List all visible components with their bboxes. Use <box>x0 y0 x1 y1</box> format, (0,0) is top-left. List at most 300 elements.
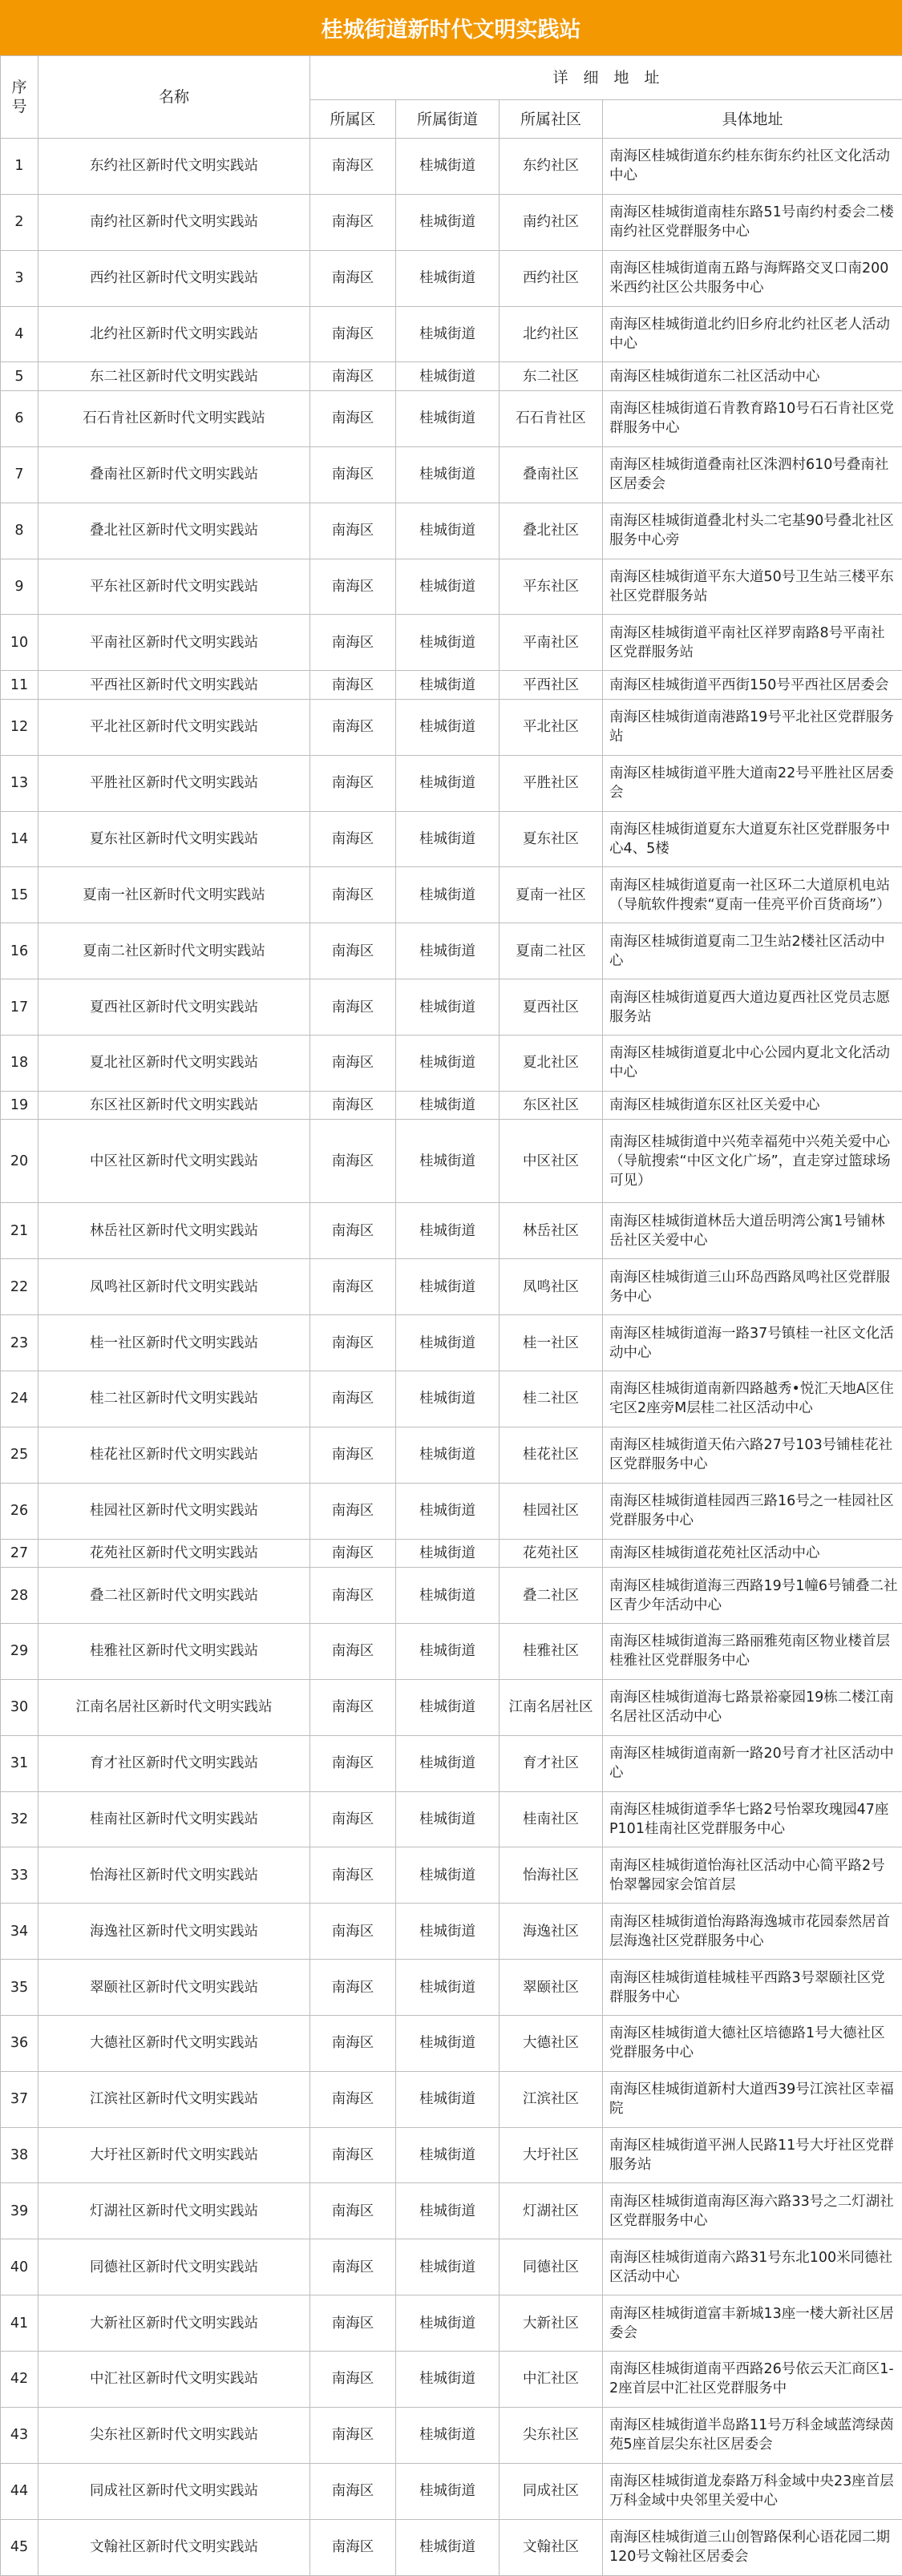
row-number: 3 <box>1 250 38 306</box>
table-row <box>1 1735 902 1791</box>
station-name: 大圩社区新时代文明实践站 <box>38 2127 310 2183</box>
address-cell: 南海区桂城街道叠北村头二宅基90号叠北社区服务中心旁 <box>603 503 902 559</box>
table-row <box>1 2239 902 2295</box>
street-cell: 桂城街道 <box>396 1847 500 1904</box>
district-cell: 南海区 <box>310 1568 396 1624</box>
street-cell: 桂城街道 <box>396 1679 500 1735</box>
station-name: 怡海社区新时代文明实践站 <box>38 1847 310 1904</box>
district-cell: 南海区 <box>310 1735 396 1791</box>
community-cell: 夏北社区 <box>500 1035 603 1091</box>
station-name: 同德社区新时代文明实践站 <box>38 2239 310 2295</box>
district-cell: 南海区 <box>310 306 396 362</box>
table-row <box>1 2183 902 2239</box>
table-row <box>1 1091 902 1120</box>
district-cell: 南海区 <box>310 2407 396 2463</box>
table-row <box>1 2015 902 2071</box>
street-cell: 桂城街道 <box>396 671 500 700</box>
community-cell: 花苑社区 <box>500 1539 603 1568</box>
station-name: 桂二社区新时代文明实践站 <box>38 1371 310 1427</box>
address-cell: 南海区桂城街道夏西大道边夏西社区党员志愿服务站 <box>603 979 902 1036</box>
header-street: 所属街道 <box>396 100 500 139</box>
table-row <box>1 306 902 362</box>
community-cell: 桂花社区 <box>500 1427 603 1483</box>
street-cell: 桂城街道 <box>396 1960 500 2016</box>
community-cell: 东约社区 <box>500 139 603 195</box>
table-row <box>1 2127 902 2183</box>
community-cell: 海逸社区 <box>500 1904 603 1960</box>
table-row <box>1 250 902 306</box>
street-cell: 桂城街道 <box>396 755 500 811</box>
address-cell: 南海区桂城街道平洲人民路11号大圩社区党群服务站 <box>603 2127 902 2183</box>
street-cell: 桂城街道 <box>396 2295 500 2352</box>
community-cell: 南约社区 <box>500 194 603 250</box>
address-cell: 南海区桂城街道叠南社区洙泗村610号叠南社区居委会 <box>603 446 902 503</box>
row-number: 34 <box>1 1904 38 1960</box>
community-cell: 文翰社区 <box>500 2519 603 2575</box>
address-cell: 南海区桂城街道北约旧乡府北约社区老人活动中心 <box>603 306 902 362</box>
station-name: 夏西社区新时代文明实践站 <box>38 979 310 1036</box>
header-no: 序号 <box>1 56 38 139</box>
district-cell: 南海区 <box>310 2463 396 2519</box>
address-cell: 南海区桂城街道南平西路26号依云天汇商区1-2座首层中汇社区党群服务中 <box>603 2352 902 2408</box>
district-cell: 南海区 <box>310 139 396 195</box>
street-cell: 桂城街道 <box>396 503 500 559</box>
street-cell: 桂城街道 <box>396 1904 500 1960</box>
row-number: 5 <box>1 362 38 391</box>
street-cell: 桂城街道 <box>396 194 500 250</box>
row-number: 37 <box>1 2071 38 2127</box>
station-name: 东区社区新时代文明实践站 <box>38 1091 310 1120</box>
row-number: 39 <box>1 2183 38 2239</box>
row-number: 14 <box>1 811 38 867</box>
row-number: 33 <box>1 1847 38 1904</box>
station-name: 林岳社区新时代文明实践站 <box>38 1203 310 1259</box>
street-cell: 桂城街道 <box>396 2519 500 2575</box>
row-number: 9 <box>1 559 38 615</box>
table-row <box>1 391 902 447</box>
table-row <box>1 923 902 979</box>
table-row <box>1 446 902 503</box>
address-cell: 南海区桂城街道石肯教育路10号石石肯社区党群服务中心 <box>603 391 902 447</box>
address-cell: 南海区桂城街道龙泰路万科金域中央23座首层万科金域中央邻里关爱中心 <box>603 2463 902 2519</box>
table-row <box>1 1203 902 1259</box>
row-number: 31 <box>1 1735 38 1791</box>
street-cell: 桂城街道 <box>396 1259 500 1315</box>
table-row <box>1 1035 902 1091</box>
community-cell: 东区社区 <box>500 1091 603 1120</box>
row-number: 11 <box>1 671 38 700</box>
row-number: 20 <box>1 1120 38 1203</box>
community-cell: 叠南社区 <box>500 446 603 503</box>
station-name: 夏南一社区新时代文明实践站 <box>38 867 310 923</box>
table-row <box>1 699 902 755</box>
district-cell: 南海区 <box>310 2239 396 2295</box>
table-row <box>1 194 902 250</box>
street-cell: 桂城街道 <box>396 2352 500 2408</box>
address-cell: 南海区桂城街道季华七路2号怡翠玫瑰园47座P101桂南社区党群服务中心 <box>603 1791 902 1847</box>
address-cell: 南海区桂城街道夏东大道夏东社区党群服务中心4、5楼 <box>603 811 902 867</box>
community-cell: 江南名居社区 <box>500 1679 603 1735</box>
station-name: 江南名居社区新时代文明实践站 <box>38 1679 310 1735</box>
district-cell: 南海区 <box>310 503 396 559</box>
table-row <box>1 1483 902 1539</box>
row-number: 23 <box>1 1315 38 1371</box>
row-number: 15 <box>1 867 38 923</box>
community-cell: 西约社区 <box>500 250 603 306</box>
address-cell: 南海区桂城街道海三路丽雅苑南区物业楼首层桂雅社区党群服务中心 <box>603 1624 902 1680</box>
row-number: 25 <box>1 1427 38 1483</box>
community-cell: 育才社区 <box>500 1735 603 1791</box>
street-cell: 桂城街道 <box>396 1735 500 1791</box>
table-row <box>1 362 902 391</box>
community-cell: 北约社区 <box>500 306 603 362</box>
address-cell: 南海区桂城街道林岳大道岳明湾公寓1号铺林岳社区关爱中心 <box>603 1203 902 1259</box>
community-cell: 中区社区 <box>500 1120 603 1203</box>
district-cell: 南海区 <box>310 559 396 615</box>
street-cell: 桂城街道 <box>396 923 500 979</box>
address-cell: 南海区桂城街道夏南一社区环二大道原机电站（导航软件搜索“夏南一佳亮平价百货商场”） <box>603 867 902 923</box>
community-cell: 桂一社区 <box>500 1315 603 1371</box>
community-cell: 平南社区 <box>500 615 603 671</box>
address-cell: 南海区桂城街道天佑六路27号103号铺桂花社区党群服务中心 <box>603 1427 902 1483</box>
row-number: 36 <box>1 2015 38 2071</box>
address-cell: 南海区桂城街道桂园西三路16号之一桂园社区党群服务中心 <box>603 1483 902 1539</box>
address-cell: 南海区桂城街道海三西路19号1幢6号铺叠二社区青少年活动中心 <box>603 1568 902 1624</box>
row-number: 28 <box>1 1568 38 1624</box>
table-row <box>1 1427 902 1483</box>
row-number: 2 <box>1 194 38 250</box>
community-cell: 平北社区 <box>500 699 603 755</box>
district-cell: 南海区 <box>310 755 396 811</box>
header-row-top <box>1 56 902 100</box>
street-cell: 桂城街道 <box>396 1120 500 1203</box>
community-cell: 同成社区 <box>500 2463 603 2519</box>
address-cell: 南海区桂城街道三山创智路保利心语花园二期120号文翰社区居委会 <box>603 2519 902 2575</box>
street-cell: 桂城街道 <box>396 2183 500 2239</box>
address-cell: 南海区桂城街道东约桂东街东约社区文化活动中心 <box>603 139 902 195</box>
row-number: 41 <box>1 2295 38 2352</box>
station-name: 东二社区新时代文明实践站 <box>38 362 310 391</box>
district-cell: 南海区 <box>310 1091 396 1120</box>
station-name: 夏北社区新时代文明实践站 <box>38 1035 310 1091</box>
table-row <box>1 1259 902 1315</box>
district-cell: 南海区 <box>310 1371 396 1427</box>
station-name: 平胜社区新时代文明实践站 <box>38 755 310 811</box>
station-name: 东约社区新时代文明实践站 <box>38 139 310 195</box>
table-row <box>1 1371 902 1427</box>
row-number: 16 <box>1 923 38 979</box>
header-name: 名称 <box>38 56 310 139</box>
street-cell: 桂城街道 <box>396 1371 500 1427</box>
station-name: 叠二社区新时代文明实践站 <box>38 1568 310 1624</box>
district-cell: 南海区 <box>310 671 396 700</box>
community-cell: 大圩社区 <box>500 2127 603 2183</box>
community-cell: 桂二社区 <box>500 1371 603 1427</box>
community-cell: 中汇社区 <box>500 2352 603 2408</box>
address-cell: 南海区桂城街道富丰新城13座一楼大新社区居委会 <box>603 2295 902 2352</box>
row-number: 1 <box>1 139 38 195</box>
community-cell: 夏南一社区 <box>500 867 603 923</box>
district-cell: 南海区 <box>310 1259 396 1315</box>
station-name: 翠颐社区新时代文明实践站 <box>38 1960 310 2016</box>
district-cell: 南海区 <box>310 699 396 755</box>
street-cell: 桂城街道 <box>396 2407 500 2463</box>
table-row <box>1 2071 902 2127</box>
street-cell: 桂城街道 <box>396 1539 500 1568</box>
district-cell: 南海区 <box>310 615 396 671</box>
address-cell: 南海区桂城街道三山环岛西路凤鸣社区党群服务中心 <box>603 1259 902 1315</box>
address-cell: 南海区桂城街道中兴苑幸福苑中兴苑关爱中心（导航搜索“中区文化广场”，直走穿过篮球场可见） <box>603 1120 902 1203</box>
row-number: 26 <box>1 1483 38 1539</box>
table-body <box>1 139 902 2576</box>
header-detail-address: 详 细 地 址 <box>310 56 902 100</box>
row-number: 27 <box>1 1539 38 1568</box>
table-row <box>1 1904 902 1960</box>
station-name: 灯湖社区新时代文明实践站 <box>38 2183 310 2239</box>
station-name: 凤鸣社区新时代文明实践站 <box>38 1259 310 1315</box>
table-row <box>1 1679 902 1735</box>
street-cell: 桂城街道 <box>396 1624 500 1680</box>
station-name: 夏南二社区新时代文明实践站 <box>38 923 310 979</box>
station-name: 江滨社区新时代文明实践站 <box>38 2071 310 2127</box>
community-cell: 尖东社区 <box>500 2407 603 2463</box>
station-name: 大德社区新时代文明实践站 <box>38 2015 310 2071</box>
district-cell: 南海区 <box>310 1120 396 1203</box>
station-name: 石石肯社区新时代文明实践站 <box>38 391 310 447</box>
community-cell: 石石肯社区 <box>500 391 603 447</box>
district-cell: 南海区 <box>310 1539 396 1568</box>
station-name: 平北社区新时代文明实践站 <box>38 699 310 755</box>
station-name: 西约社区新时代文明实践站 <box>38 250 310 306</box>
row-number: 45 <box>1 2519 38 2575</box>
community-cell: 夏西社区 <box>500 979 603 1036</box>
district-cell: 南海区 <box>310 1791 396 1847</box>
community-cell: 平胜社区 <box>500 755 603 811</box>
district-cell: 南海区 <box>310 362 396 391</box>
district-cell: 南海区 <box>310 1203 396 1259</box>
community-cell: 平东社区 <box>500 559 603 615</box>
community-cell: 叠北社区 <box>500 503 603 559</box>
community-cell: 夏南二社区 <box>500 923 603 979</box>
district-cell: 南海区 <box>310 1427 396 1483</box>
table-row <box>1 2407 902 2463</box>
page-title: 桂城街道新时代文明实践站 <box>0 0 902 55</box>
address-cell: 南海区桂城街道南海区海六路33号之二灯湖社区党群服务中心 <box>603 2183 902 2239</box>
street-cell: 桂城街道 <box>396 1035 500 1091</box>
community-cell: 灯湖社区 <box>500 2183 603 2239</box>
district-cell: 南海区 <box>310 1483 396 1539</box>
station-name: 桂一社区新时代文明实践站 <box>38 1315 310 1371</box>
header-community: 所属社区 <box>500 100 603 139</box>
table-row <box>1 979 902 1036</box>
table-row <box>1 1568 902 1624</box>
row-number: 32 <box>1 1791 38 1847</box>
street-cell: 桂城街道 <box>396 446 500 503</box>
row-number: 44 <box>1 2463 38 2519</box>
district-cell: 南海区 <box>310 1904 396 1960</box>
table-row <box>1 2519 902 2575</box>
community-cell: 翠颐社区 <box>500 1960 603 2016</box>
row-number: 19 <box>1 1091 38 1120</box>
row-number: 7 <box>1 446 38 503</box>
table-row <box>1 2463 902 2519</box>
station-name: 育才社区新时代文明实践站 <box>38 1735 310 1791</box>
station-name: 夏东社区新时代文明实践站 <box>38 811 310 867</box>
table-row <box>1 559 902 615</box>
address-cell: 南海区桂城街道大德社区培德路1号大德社区党群服务中心 <box>603 2015 902 2071</box>
community-cell: 大新社区 <box>500 2295 603 2352</box>
community-cell: 桂园社区 <box>500 1483 603 1539</box>
district-cell: 南海区 <box>310 1624 396 1680</box>
address-cell: 南海区桂城街道平胜大道南22号平胜社区居委会 <box>603 755 902 811</box>
street-cell: 桂城街道 <box>396 1091 500 1120</box>
district-cell: 南海区 <box>310 2127 396 2183</box>
station-name: 平南社区新时代文明实践站 <box>38 615 310 671</box>
district-cell: 南海区 <box>310 2519 396 2575</box>
district-cell: 南海区 <box>310 979 396 1036</box>
address-cell: 南海区桂城街道南五路与海辉路交叉口南200米西约社区公共服务中心 <box>603 250 902 306</box>
street-cell: 桂城街道 <box>396 1427 500 1483</box>
community-cell: 桂南社区 <box>500 1791 603 1847</box>
address-cell: 南海区桂城街道平东大道50号卫生站三楼平东社区党群服务站 <box>603 559 902 615</box>
row-number: 4 <box>1 306 38 362</box>
district-cell: 南海区 <box>310 1035 396 1091</box>
station-name: 文翰社区新时代文明实践站 <box>38 2519 310 2575</box>
community-cell: 平西社区 <box>500 671 603 700</box>
row-number: 8 <box>1 503 38 559</box>
table-row <box>1 503 902 559</box>
district-cell: 南海区 <box>310 250 396 306</box>
station-name: 叠北社区新时代文明实践站 <box>38 503 310 559</box>
street-cell: 桂城街道 <box>396 699 500 755</box>
row-number: 42 <box>1 2352 38 2408</box>
address-cell: 南海区桂城街道桂城桂平西路3号翠颐社区党群服务中心 <box>603 1960 902 2016</box>
street-cell: 桂城街道 <box>396 979 500 1036</box>
table-row <box>1 671 902 700</box>
address-cell: 南海区桂城街道夏南二卫生站2楼社区活动中心 <box>603 923 902 979</box>
table-row <box>1 139 902 195</box>
community-cell: 凤鸣社区 <box>500 1259 603 1315</box>
address-cell: 南海区桂城街道南桂东路51号南约村委会二楼南约社区党群服务中心 <box>603 194 902 250</box>
street-cell: 桂城街道 <box>396 2463 500 2519</box>
station-name: 南约社区新时代文明实践站 <box>38 194 310 250</box>
street-cell: 桂城街道 <box>396 559 500 615</box>
station-name: 桂雅社区新时代文明实践站 <box>38 1624 310 1680</box>
community-cell: 怡海社区 <box>500 1847 603 1904</box>
header-district: 所属区 <box>310 100 396 139</box>
table-row <box>1 1960 902 2016</box>
address-cell: 南海区桂城街道花苑社区活动中心 <box>603 1539 902 1568</box>
street-cell: 桂城街道 <box>396 2015 500 2071</box>
station-name: 桂南社区新时代文明实践站 <box>38 1791 310 1847</box>
street-cell: 桂城街道 <box>396 1203 500 1259</box>
table-row <box>1 1539 902 1568</box>
table-row <box>1 1847 902 1904</box>
stations-table <box>0 55 902 2576</box>
community-cell: 江滨社区 <box>500 2071 603 2127</box>
community-cell: 同德社区 <box>500 2239 603 2295</box>
station-name: 尖东社区新时代文明实践站 <box>38 2407 310 2463</box>
street-cell: 桂城街道 <box>396 250 500 306</box>
row-number: 38 <box>1 2127 38 2183</box>
station-name: 大新社区新时代文明实践站 <box>38 2295 310 2352</box>
district-cell: 南海区 <box>310 1679 396 1735</box>
community-cell: 桂雅社区 <box>500 1624 603 1680</box>
street-cell: 桂城街道 <box>396 1315 500 1371</box>
station-name: 桂园社区新时代文明实践站 <box>38 1483 310 1539</box>
district-cell: 南海区 <box>310 194 396 250</box>
station-name: 中区社区新时代文明实践站 <box>38 1120 310 1203</box>
table-row <box>1 1624 902 1680</box>
address-cell: 南海区桂城街道南新一路20号育才社区活动中心 <box>603 1735 902 1791</box>
row-number: 17 <box>1 979 38 1036</box>
community-cell: 大德社区 <box>500 2015 603 2071</box>
street-cell: 桂城街道 <box>396 2239 500 2295</box>
station-name: 叠南社区新时代文明实践站 <box>38 446 310 503</box>
street-cell: 桂城街道 <box>396 811 500 867</box>
table-row <box>1 1120 902 1203</box>
street-cell: 桂城街道 <box>396 867 500 923</box>
row-number: 21 <box>1 1203 38 1259</box>
table-row <box>1 867 902 923</box>
table-row <box>1 2352 902 2408</box>
row-number: 13 <box>1 755 38 811</box>
address-cell: 南海区桂城街道夏北中心公园内夏北文化活动中心 <box>603 1035 902 1091</box>
district-cell: 南海区 <box>310 2015 396 2071</box>
district-cell: 南海区 <box>310 811 396 867</box>
street-cell: 桂城街道 <box>396 306 500 362</box>
row-number: 10 <box>1 615 38 671</box>
table-row <box>1 2295 902 2352</box>
row-number: 30 <box>1 1679 38 1735</box>
address-cell: 南海区桂城街道东二社区活动中心 <box>603 362 902 391</box>
row-number: 22 <box>1 1259 38 1315</box>
address-cell: 南海区桂城街道南港路19号平北社区党群服务站 <box>603 699 902 755</box>
station-name: 平西社区新时代文明实践站 <box>38 671 310 700</box>
address-cell: 南海区桂城街道怡海社区活动中心简平路2号怡翠馨园家会馆首层 <box>603 1847 902 1904</box>
table-row <box>1 615 902 671</box>
station-name: 同成社区新时代文明实践站 <box>38 2463 310 2519</box>
address-cell: 南海区桂城街道半岛路11号万科金域蓝湾绿茵苑5座首层尖东社区居委会 <box>603 2407 902 2463</box>
district-cell: 南海区 <box>310 867 396 923</box>
district-cell: 南海区 <box>310 1315 396 1371</box>
community-cell: 东二社区 <box>500 362 603 391</box>
table-row <box>1 1791 902 1847</box>
station-name: 中汇社区新时代文明实践站 <box>38 2352 310 2408</box>
district-cell: 南海区 <box>310 446 396 503</box>
table-row <box>1 1315 902 1371</box>
street-cell: 桂城街道 <box>396 362 500 391</box>
row-number: 6 <box>1 391 38 447</box>
street-cell: 桂城街道 <box>396 1791 500 1847</box>
address-cell: 南海区桂城街道东区社区关爱中心 <box>603 1091 902 1120</box>
row-number: 24 <box>1 1371 38 1427</box>
row-number: 29 <box>1 1624 38 1680</box>
district-cell: 南海区 <box>310 1847 396 1904</box>
street-cell: 桂城街道 <box>396 2127 500 2183</box>
address-cell: 南海区桂城街道南六路31号东北100米同德社区活动中心 <box>603 2239 902 2295</box>
district-cell: 南海区 <box>310 391 396 447</box>
address-cell: 南海区桂城街道怡海路海逸城市花园泰然居首层海逸社区党群服务中心 <box>603 1904 902 1960</box>
street-cell: 桂城街道 <box>396 391 500 447</box>
street-cell: 桂城街道 <box>396 2071 500 2127</box>
address-cell: 南海区桂城街道平西街150号平西社区居委会 <box>603 671 902 700</box>
district-cell: 南海区 <box>310 2352 396 2408</box>
community-cell: 林岳社区 <box>500 1203 603 1259</box>
table-row <box>1 811 902 867</box>
street-cell: 桂城街道 <box>396 139 500 195</box>
address-cell: 南海区桂城街道海一路37号镇桂一社区文化活动中心 <box>603 1315 902 1371</box>
